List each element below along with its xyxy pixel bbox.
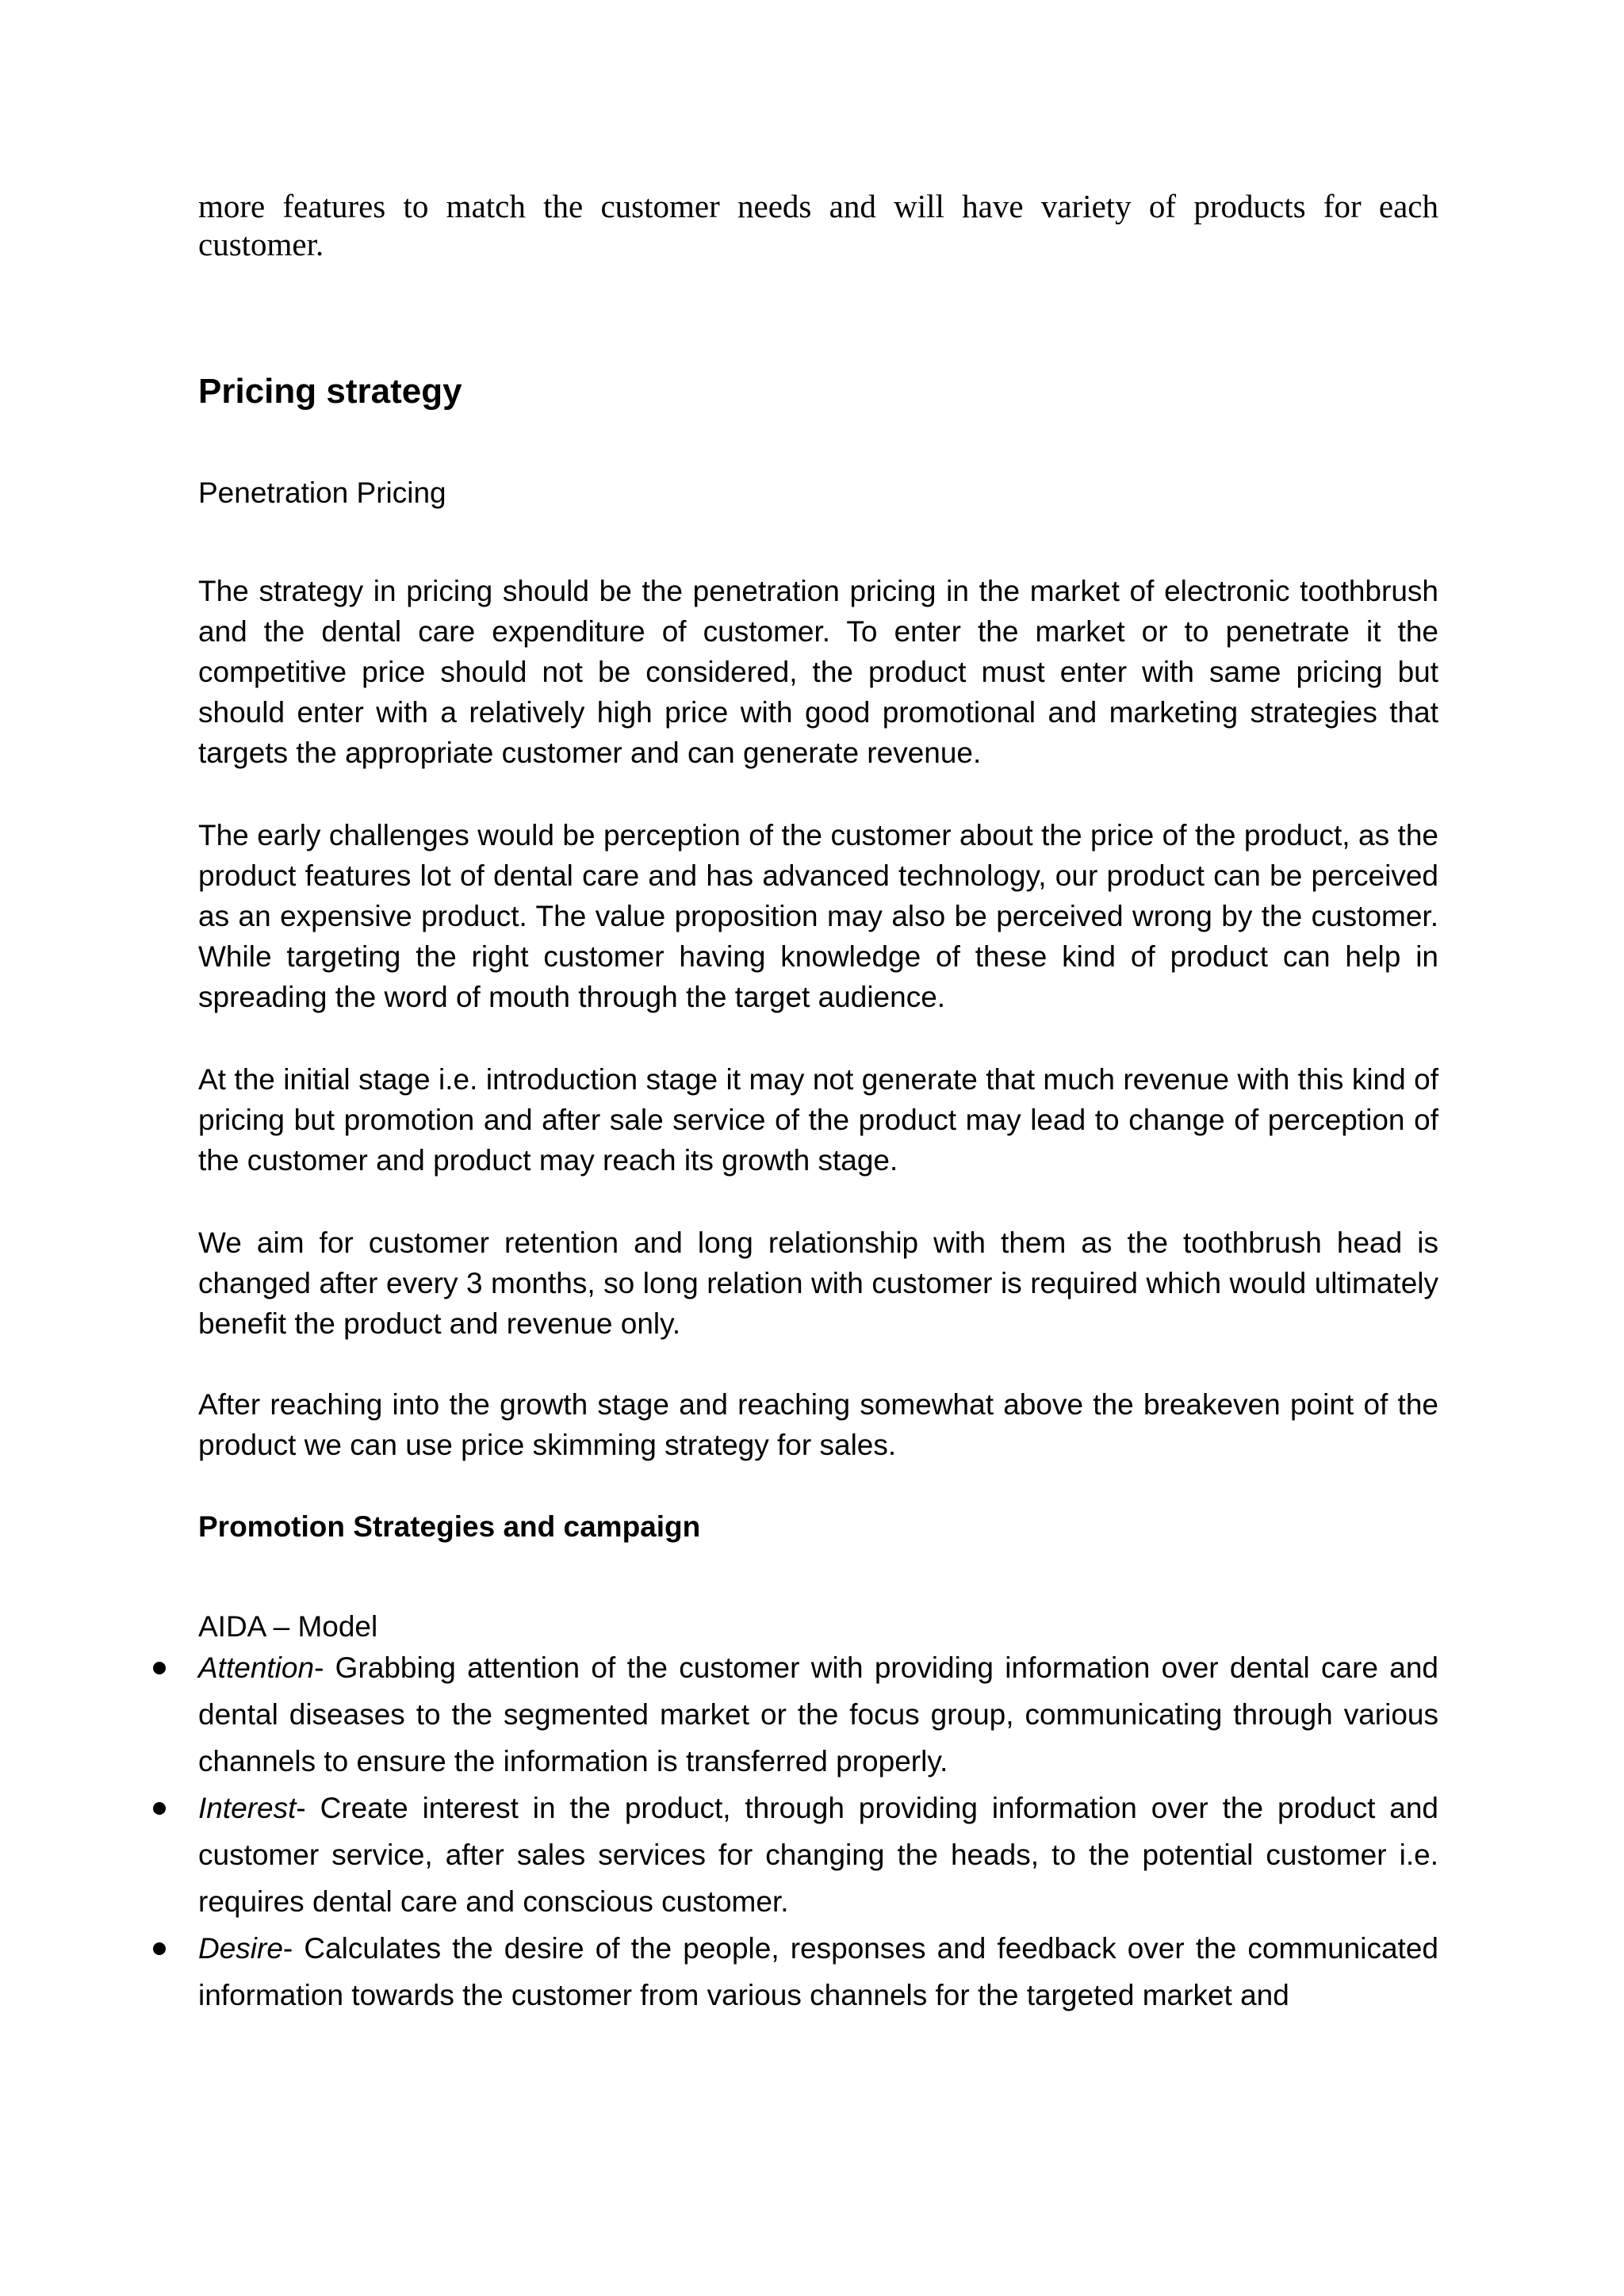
- aida-description: - Create interest in the product, through providing information over the product and customer service, after sales services for changing the heads, to the potential customer i.e. requires dental care and conscious customer.: [198, 1792, 1438, 1918]
- aida-term: Attention: [198, 1651, 315, 1684]
- aida-item-attention: [198, 1644, 1438, 1785]
- penetration-pricing-subheading: Penetration Pricing: [198, 476, 446, 509]
- bullet-icon: [153, 1662, 166, 1674]
- aida-item-desire: [198, 1925, 1438, 2019]
- bullet-icon: [153, 1942, 166, 1955]
- intro-paragraph: more features to match the customer needs and will have variety of products for each customer.: [198, 188, 1438, 262]
- pricing-paragraph-5: After reaching into the growth stage and reaching somewhat above the breakeven point of the product we can use price skimming strategy for sales.: [198, 1388, 1438, 1461]
- pricing-paragraph-3: At the initial stage i.e. introduction stage it may not generate that much revenue with this kind of pricing but promotion and after sale service of the product may lead to change of perception of the customer and product may reach its growth stage.: [198, 1063, 1438, 1177]
- aida-model-label: AIDA – Model: [198, 1610, 378, 1643]
- aida-term: Interest: [198, 1792, 297, 1824]
- pricing-paragraph-4: We aim for customer retention and long relationship with them as the toothbrush head is changed after every 3 months, so long relation with customer is required which would ultimately benefit the product and revenue only.: [198, 1226, 1438, 1340]
- aida-description: - Grabbing attention of the customer with providing information over dental care and dental diseases to the segmented market or the focus group, communicating through various channels to ensure the information is transferred properly.: [198, 1651, 1438, 1777]
- aida-item-interest: [198, 1785, 1438, 1925]
- pricing-paragraph-1: The strategy in pricing should be the penetration pricing in the market of electronic toothbrush and the dental care expenditure of customer. To enter the market or to penetrate it the competitive price should not be considered, the product must enter with same pricing but should enter with a relatively high price with good promotional and marketing strategies that targets the appropriate customer and can generate revenue.: [198, 575, 1438, 769]
- aida-bullet-list: [198, 1644, 1438, 2019]
- aida-term: Desire: [198, 1932, 283, 1965]
- promotion-strategies-heading: Promotion Strategies and campaign: [198, 1510, 701, 1543]
- bullet-icon: [153, 1802, 166, 1815]
- pricing-paragraph-2: The early challenges would be perception of the customer about the price of the product, as the product features lot of dental care and has advanced technology, our product can be perceived as an expensive product. The value proposition may also be perceived wrong by the customer. While targeting the right customer having knowledge of these kind of product can help in spreading the word of mouth through the target audience.: [198, 819, 1438, 1013]
- pricing-strategy-heading: Pricing strategy: [198, 372, 462, 411]
- aida-description: - Calculates the desire of the people, responses and feedback over the communicated information towards the customer from various channels for the targeted market and: [198, 1932, 1438, 2011]
